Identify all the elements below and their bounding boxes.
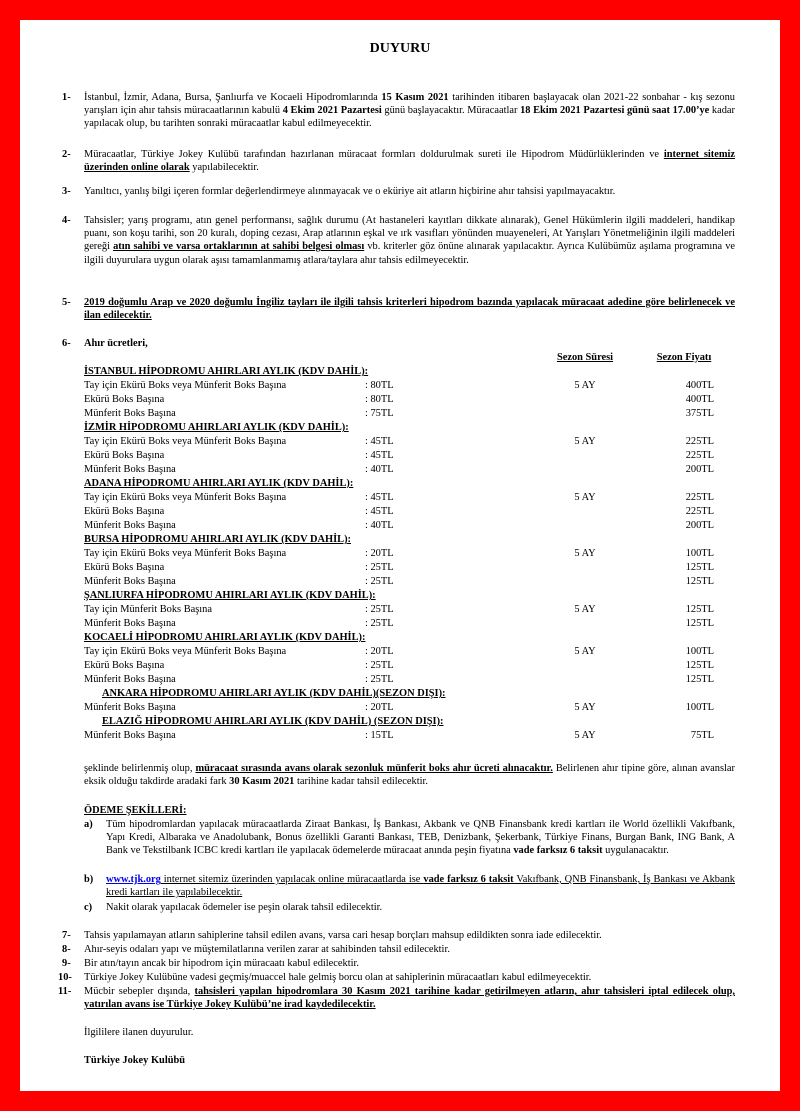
- item-number: 3-: [62, 186, 71, 197]
- date-apply-start: 4 Ekim 2021 Pazartesi: [282, 105, 382, 117]
- monthly-fee: : 80TL: [365, 380, 394, 391]
- item-text: Yanıltıcı, yanlış bilgi içeren formlar değerlendirmeye alınmayacak ve o eküriye ait atların hiçbirine ahır tahsisi yapılmayacaktır.: [84, 186, 616, 197]
- text: Vakıfbank, QNB Finansbank, İş Bankası ve Akbank kredi kartları ile yapılabilecektir.: [106, 874, 736, 899]
- fees-note-text: [84, 762, 735, 788]
- fee-row: [84, 435, 735, 449]
- monthly-fee: : 45TL: [365, 450, 394, 461]
- item-number: 8-: [62, 944, 71, 955]
- document-page: [20, 20, 780, 1091]
- text: tarihine kadar tahsil edilecektir.: [294, 776, 428, 788]
- group-title: KOCAELİ HİPODROMU AHIRLARI AYLIK (KDV DAHİL):: [84, 632, 366, 643]
- monthly-fee: : 25TL: [365, 674, 394, 685]
- fee-row: [84, 645, 735, 659]
- item-number: 10-: [58, 972, 72, 983]
- hippodrome-group-title: [84, 631, 735, 645]
- text: şeklinde belirlenmiş olup,: [84, 763, 196, 774]
- item-number: 11-: [58, 986, 72, 997]
- season-price: 100TL: [685, 646, 714, 657]
- fee-row: [84, 673, 735, 687]
- monthly-fee: : 25TL: [365, 604, 394, 615]
- group-title: ŞANLIURFA HİPODROMU AHIRLARI AYLIK (KDV DAHİL):: [84, 590, 376, 601]
- group-title: BURSA HİPODROMU AHIRLARI AYLIK (KDV DAHİL):: [84, 534, 352, 545]
- emphasis: internet sitemiz üzerinden online olarak: [84, 149, 735, 174]
- group-title: ANKARA HİPODROMU AHIRLARI AYLIK (KDV DAHİL)(SEZON DIŞI):: [102, 688, 446, 699]
- item-number: 7-: [62, 930, 71, 941]
- emphasis: vade farksız 6 taksit: [513, 845, 603, 857]
- season-length: 5 AY: [574, 702, 596, 713]
- season-length: 5 AY: [574, 548, 596, 559]
- season-price: 200TL: [685, 464, 714, 475]
- fee-row: [84, 519, 735, 533]
- item-number: 1-: [62, 92, 71, 103]
- monthly-fee: : 20TL: [365, 548, 394, 559]
- fee-table-header: [84, 351, 735, 365]
- fee-row: [84, 603, 735, 617]
- payment-b-text: [106, 873, 735, 899]
- monthly-fee: : 75TL: [365, 408, 394, 419]
- date-deadline: 18 Ekim 2021 Pazartesi günü saat 17.00’ye: [520, 105, 710, 117]
- fee-row: [84, 463, 735, 477]
- item-number: 6-: [62, 338, 71, 349]
- fee-label: Münferit Boks Başına: [84, 576, 176, 587]
- fee-table: [84, 351, 735, 743]
- item-number: 9-: [62, 958, 71, 969]
- hippodrome-group-title: [84, 533, 735, 547]
- fee-label: Münferit Boks Başına: [84, 464, 176, 475]
- monthly-fee: : 25TL: [365, 618, 394, 629]
- item-text: [84, 148, 735, 174]
- item-letter: a): [84, 819, 93, 830]
- fee-label: Tay için Ekürü Boks veya Münferit Boks Başına: [84, 436, 287, 447]
- season-price: 400TL: [685, 394, 714, 405]
- season-price: 125TL: [685, 618, 714, 629]
- season-price: 125TL: [685, 562, 714, 573]
- fee-label: Tay için Ekürü Boks veya Münferit Boks Başına: [84, 646, 287, 657]
- text: vb. kriterler göz önüne alınarak yapılacaktır. Ayrıca Kulübümüz aşılama programına ve ilgili duyurulara uygun olarak aşısı tamamlanmamış atlara/taylara ahır tahsis edilmeyecektir.: [84, 241, 736, 266]
- text: yapılabilecektir.: [189, 162, 259, 174]
- fee-row: [84, 547, 735, 561]
- text: internet sitemiz üzerinden yapılacak online müracaatlarda ise: [160, 874, 424, 885]
- fee-label: Münferit Boks Başına: [84, 408, 176, 419]
- group-title: İZMİR HİPODROMU AHIRLARI AYLIK (KDV DAHİL):: [84, 422, 349, 433]
- season-length: 5 AY: [574, 436, 596, 447]
- season-price: 100TL: [685, 702, 714, 713]
- season-price: 75TL: [690, 730, 714, 741]
- fee-row: [84, 393, 735, 407]
- season-price: 100TL: [685, 548, 714, 559]
- signature-text: [84, 1054, 735, 1067]
- monthly-fee: : 80TL: [365, 394, 394, 405]
- fees-heading: [84, 337, 735, 350]
- monthly-fee: : 20TL: [365, 646, 394, 657]
- hippodrome-group-title: [84, 715, 735, 729]
- fee-label: Ekürü Boks Başına: [84, 506, 165, 517]
- monthly-fee: : 45TL: [365, 436, 394, 447]
- monthly-fee: : 25TL: [365, 562, 394, 573]
- text: Belirlenen ahır tipine göre, alınan avanslar eksik olduğu takdirde aradaki fark: [84, 763, 735, 788]
- monthly-fee: : 45TL: [365, 492, 394, 503]
- text: Mücbir sebepler dışında,: [84, 986, 195, 997]
- fee-row: [84, 729, 735, 743]
- fee-row: [84, 617, 735, 631]
- col-season: Sezon Süresi: [556, 352, 614, 363]
- item-number: 4-: [62, 215, 71, 226]
- fee-label: Münferit Boks Başına: [84, 674, 176, 685]
- monthly-fee: : 45TL: [365, 506, 394, 517]
- emphasis: müracaat sırasında avans olarak sezonluk münferit boks ahır ücreti alınacaktır.: [195, 763, 553, 774]
- text: günü başlayacaktır. Müracaatlar: [381, 105, 521, 117]
- text: İstanbul, İzmir, Adana, Bursa, Şanlıurfa ve Kocaeli Hipodromlarında: [84, 92, 382, 103]
- website-link[interactable]: www.tjk.org: [106, 874, 161, 885]
- hippodrome-group-title: [84, 421, 735, 435]
- item-text: [84, 985, 735, 1011]
- fee-row: [84, 561, 735, 575]
- fee-label: Münferit Boks Başına: [84, 618, 176, 629]
- date: 30 Kasım 2021: [229, 776, 295, 788]
- season-price: 125TL: [685, 576, 714, 587]
- text: Müracaatlar, Türkiye Jokey Kulübü tarafından hazırlanan müracaat formları doldurulmak sureti ile Hipodrom Müdürlüklerinden ve: [84, 149, 664, 160]
- fee-row: [84, 575, 735, 589]
- season-price: 125TL: [685, 660, 714, 671]
- hippodrome-group-title: [84, 365, 735, 379]
- fee-row: [84, 505, 735, 519]
- group-title: ADANA HİPODROMU AHIRLARI AYLIK (KDV DAHİL):: [84, 478, 354, 489]
- emphasis: tahsisleri yapılan hipodromlara 30 Kasım 2021 tarihine kadar getirilmeyen atların, ahır tahsisleri iptal edilecek olup, yatırılan avans ise Türkiye Jokey Kulübü’ne irad kaydedilecektir.: [84, 986, 735, 1011]
- season-length: 5 AY: [574, 380, 596, 391]
- fee-label: Ekürü Boks Başına: [84, 562, 165, 573]
- hippodrome-group-title: [84, 687, 735, 701]
- heading: Ahır ücretleri,: [84, 338, 148, 349]
- season-length: 5 AY: [574, 730, 596, 741]
- fee-row: [84, 491, 735, 505]
- season-price: 200TL: [685, 520, 714, 531]
- fee-label: Ekürü Boks Başına: [84, 394, 165, 405]
- item-number: 2-: [62, 149, 71, 160]
- payment-c-text: Nakit olarak yapılacak ödemeler ise peşin olarak tahsil edilecektir.: [106, 902, 383, 913]
- fee-row: [84, 407, 735, 421]
- item-text: [84, 214, 735, 267]
- fee-label: Ekürü Boks Başına: [84, 450, 165, 461]
- fee-label: Tay için Ekürü Boks veya Münferit Boks Başına: [84, 548, 287, 559]
- monthly-fee: : 20TL: [365, 702, 394, 713]
- col-price: Sezon Fiyatı: [656, 352, 712, 363]
- payment-heading: [84, 804, 735, 817]
- fee-label: Münferit Boks Başına: [84, 702, 176, 713]
- season-price: 400TL: [685, 380, 714, 391]
- text: Tahsisler; yarış programı, atın genel performansı, sağlık durumu (At hastaneleri kayıtları dikkate alınarak), Genel Hükümlerin ilgili maddeleri, handikap puanı, son koşu tarihi, son 20 kuralı, doping cezası, Arap atlarının eşkal ve ırk vasıfları yönünden muayeneleri, At Yarışları Yönetmeliğinin ilgili maddeleri gereği: [84, 215, 735, 253]
- group-title: ELAZIĞ HİPODROMU AHIRLARI AYLIK (KDV DAHİL) (SEZON DIŞI):: [102, 716, 444, 727]
- fee-label: Münferit Boks Başına: [84, 520, 176, 531]
- fee-label: Tay için Ekürü Boks veya Münferit Boks Başına: [84, 492, 287, 503]
- season-length: 5 AY: [574, 492, 596, 503]
- fee-label: Münferit Boks Başına: [84, 730, 176, 741]
- season-price: 225TL: [685, 506, 714, 517]
- hippodrome-group-title: [84, 589, 735, 603]
- fee-label: Tay için Münferit Boks Başına: [84, 604, 212, 615]
- fee-row: [84, 449, 735, 463]
- season-price: 225TL: [685, 450, 714, 461]
- item-number: 5-: [62, 297, 71, 308]
- heading: ÖDEME ŞEKİLLERİ:: [84, 805, 187, 816]
- payment-a-text: [106, 818, 735, 858]
- closing-text: İlgililere ilanen duyurulur.: [84, 1027, 194, 1038]
- item-letter: c): [84, 902, 93, 913]
- item-letter: b): [84, 874, 94, 885]
- season-price: 225TL: [685, 436, 714, 447]
- signature-name: Türkiye Jokey Kulübü: [84, 1055, 186, 1066]
- text: kadar yapılacak olup, bu tarihten sonraki müracaatlar kabul edilmeyecektir.: [84, 105, 735, 130]
- item-text: Tahsis yapılamayan atların sahiplerine tahsil edilen avans, varsa cari hesap borçları mahsup edildikten sonra iade edilecektir.: [84, 930, 602, 941]
- hippodrome-group-title: [84, 477, 735, 491]
- page-title: DUYURU: [369, 41, 431, 56]
- date-start: 15 Kasım 2021: [381, 92, 449, 103]
- text: uygulanacaktır.: [602, 845, 669, 857]
- monthly-fee: : 25TL: [365, 576, 394, 587]
- item-text: Ahır-seyis odaları yapı ve müştemilatlarına verilen zarar at sahibinden tahsil edilecektir.: [84, 944, 450, 955]
- season-price: 225TL: [685, 492, 714, 503]
- season-price: 125TL: [685, 604, 714, 615]
- season-price: 375TL: [685, 408, 714, 419]
- group-title: İSTANBUL HİPODROMU AHIRLARI AYLIK (KDV DAHİL):: [84, 366, 369, 377]
- fee-label: Ekürü Boks Başına: [84, 660, 165, 671]
- item-text: Bir atın/tayın ancak bir hipodrom için müracaatı kabul edilecektir.: [84, 958, 359, 969]
- text: tarihinden itibaren başlayacak olan 2021-22 sonbahar - kış sezonu yarışları için ahır tahsis müracaatlarının kabulü: [84, 92, 735, 117]
- item-text: [84, 91, 735, 131]
- fee-row: [84, 379, 735, 393]
- monthly-fee: : 40TL: [365, 520, 394, 531]
- emphasis: 2019 doğumlu Arap ve 2020 doğumlu İngiliz tayları ile ilgili tahsis kriterleri hipodrom bazında yapılacak müracaat adedine göre belirlenecek ve ilan edilecektir.: [84, 297, 735, 322]
- season-price: 125TL: [685, 674, 714, 685]
- item-text: [84, 296, 735, 322]
- season-length: 5 AY: [574, 646, 596, 657]
- monthly-fee: : 25TL: [365, 660, 394, 671]
- item-text: Türkiye Jokey Kulübüne vadesi geçmiş/muaccel hale gelmiş borcu olan at sahiplerinin müracaatları kabul edilmeyecektir.: [84, 972, 592, 983]
- fee-row: [84, 659, 735, 673]
- fee-row: [84, 701, 735, 715]
- fee-label: Tay için Ekürü Boks veya Münferit Boks Başına: [84, 380, 287, 391]
- monthly-fee: : 15TL: [365, 730, 394, 741]
- season-length: 5 AY: [574, 604, 596, 615]
- emphasis: atın sahibi ve varsa ortaklarının at sahibi belgesi olması: [113, 241, 365, 253]
- text: Tüm hipodromlardan yapılacak müracaatlarda Ziraat Bankası, İş Bankası, Akbank ve QNB Finansbank kredi kartları ile World özellikli Vakıfbank, Yapı Kredi, Albaraka ve Anadolubank, Bonus özellikli Garanti Bankası, TEB, Denizbank, Şekerbank, Türkiye Finans, Burgan Bank, ING Bank, A Bank ve Tekstilbank ICBC kredi kartları ile yapılacak ödemelerde müracaat anında peşin fiyatına: [106, 819, 735, 857]
- monthly-fee: : 40TL: [365, 464, 394, 475]
- emphasis: vade farksız 6 taksit: [423, 874, 514, 885]
